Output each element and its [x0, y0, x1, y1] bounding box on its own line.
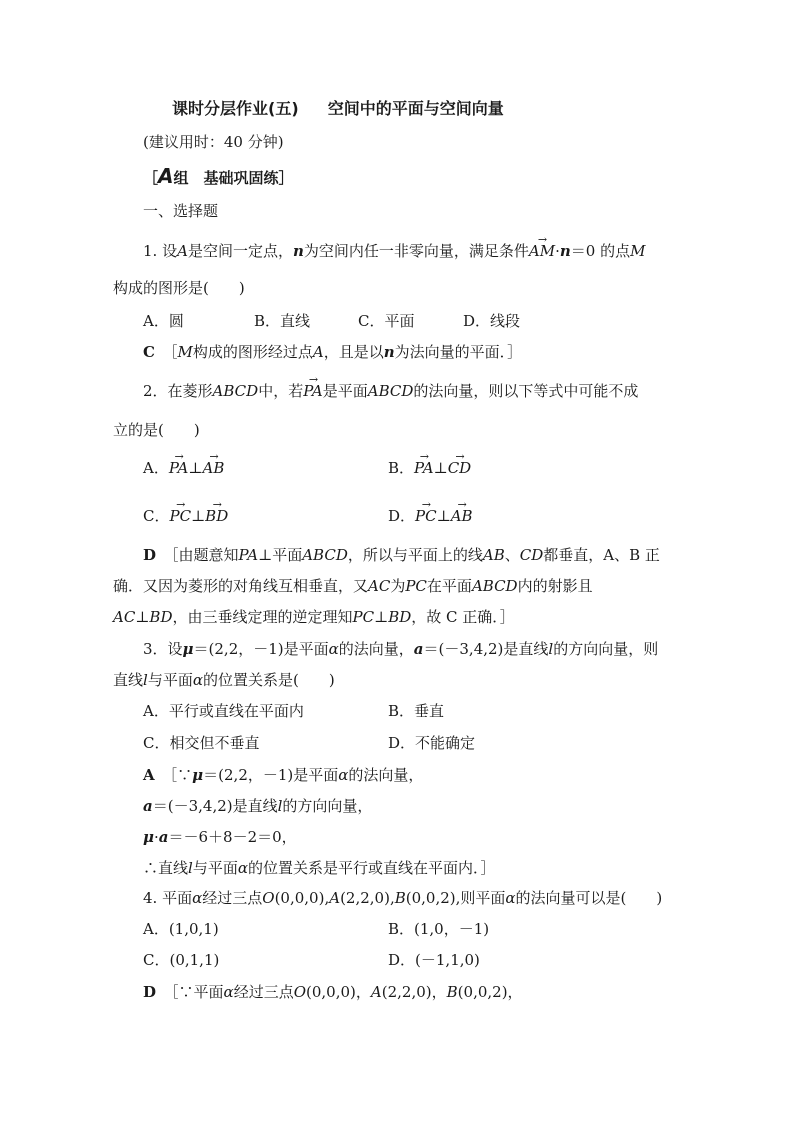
q2-line2: 立的是( ) — [113, 421, 200, 439]
q2-option-a: A．→ PA⊥→ AB — [143, 458, 224, 478]
q1-line2: 构成的图形是( ) — [113, 279, 245, 297]
q2-answer-line1: D ［由题意知PA⊥平面ABCD，所以与平面上的线AB、CD都垂直，A、B 正 — [143, 546, 660, 564]
q3-answer-line3: μ·a＝－6＋8－2＝0， — [143, 828, 297, 846]
q3-answer-line4: ∴直线l与平面α的位置关系是平行或直线在平面内．］ — [143, 859, 496, 877]
q3-option-a: A．平行或直线在平面内 — [143, 702, 304, 720]
q2-line1: 2．在菱形ABCD中，若→ PA是平面ABCD的法向量，则以下等式中可能不成 — [143, 381, 638, 401]
q1-option-c: C．平面 — [358, 312, 415, 330]
q1-option-d: D．线段 — [463, 312, 521, 330]
q3-option-b: B．垂直 — [388, 702, 445, 720]
q4-option-d: D．(－1,1,0) — [388, 951, 480, 969]
q3-line1: 3．设μ＝(2,2，－1)是平面α的法向量，a＝(－3,4,2)是直线l的方向向量，则 — [143, 640, 659, 658]
q4-answer-line1: D ［∵平面α经过三点O(0,0,0)，A(2,2,0)，B(0,0,2)， — [143, 983, 523, 1001]
q4-option-b: B．(1,0，－1) — [388, 920, 490, 938]
q2-answer-line2: 确．又因为菱形的对角线互相垂直，又AC为PC在平面ABCD内的射影且 — [113, 577, 593, 595]
q3-option-d: D．不能确定 — [388, 734, 476, 752]
q3-option-c: C．相交但不垂直 — [143, 734, 260, 752]
group-title: 组 基础巩固练 — [173, 169, 279, 187]
q2-option-c: C．→ PC⊥→ BD — [143, 506, 228, 526]
q1-line1: 1. 设A是空间一定点，n为空间内任一非零向量，满足条件→ AM·n＝0 的点M — [143, 241, 645, 261]
title-subtitle: 空间中的平面与空间向量 — [327, 99, 504, 118]
q2-option-d: D．→ PC⊥→ AB — [388, 506, 473, 526]
group-letter: A — [158, 164, 174, 188]
q3-line2: 直线l与平面α的位置关系是( ) — [113, 671, 335, 689]
vector-AM: → AM — [529, 241, 555, 261]
q1-answer: C ［M构成的图形经过点A，且是以n为法向量的平面．］ — [143, 343, 523, 361]
q3-answer-line2: a＝(－3,4,2)是直线l的方向向量， — [143, 797, 373, 815]
q4-line1: 4. 平面α经过三点O(0,0,0),A(2,2,0),B(0,0,2),则平面α的法向量可以是( ) — [143, 889, 663, 907]
vector-PA: → PA — [303, 381, 323, 401]
q4-option-a: A．(1,0,1) — [143, 920, 219, 938]
q2-option-b: B．→ PA⊥→ CD — [388, 458, 471, 478]
q2-answer-line3: AC⊥BD，由三垂线定理的逆定理知PC⊥BD，故 C 正确．］ — [113, 608, 515, 626]
q1-option-b: B．直线 — [254, 312, 311, 330]
title-main: 课时分层作业(五) — [172, 99, 299, 118]
section-title: 一、选择题 — [143, 202, 219, 220]
q3-answer-line1: A ［∵μ＝(2,2，－1)是平面α的法向量， — [143, 766, 424, 784]
group-label: ［A组 基础巩固练］ — [143, 164, 294, 188]
page-title — [172, 99, 504, 119]
q4-option-c: C．(0,1,1) — [143, 951, 220, 969]
q1-option-a: A．圆 — [143, 312, 184, 330]
time-note: (建议用时：40 分钟) — [143, 133, 284, 151]
